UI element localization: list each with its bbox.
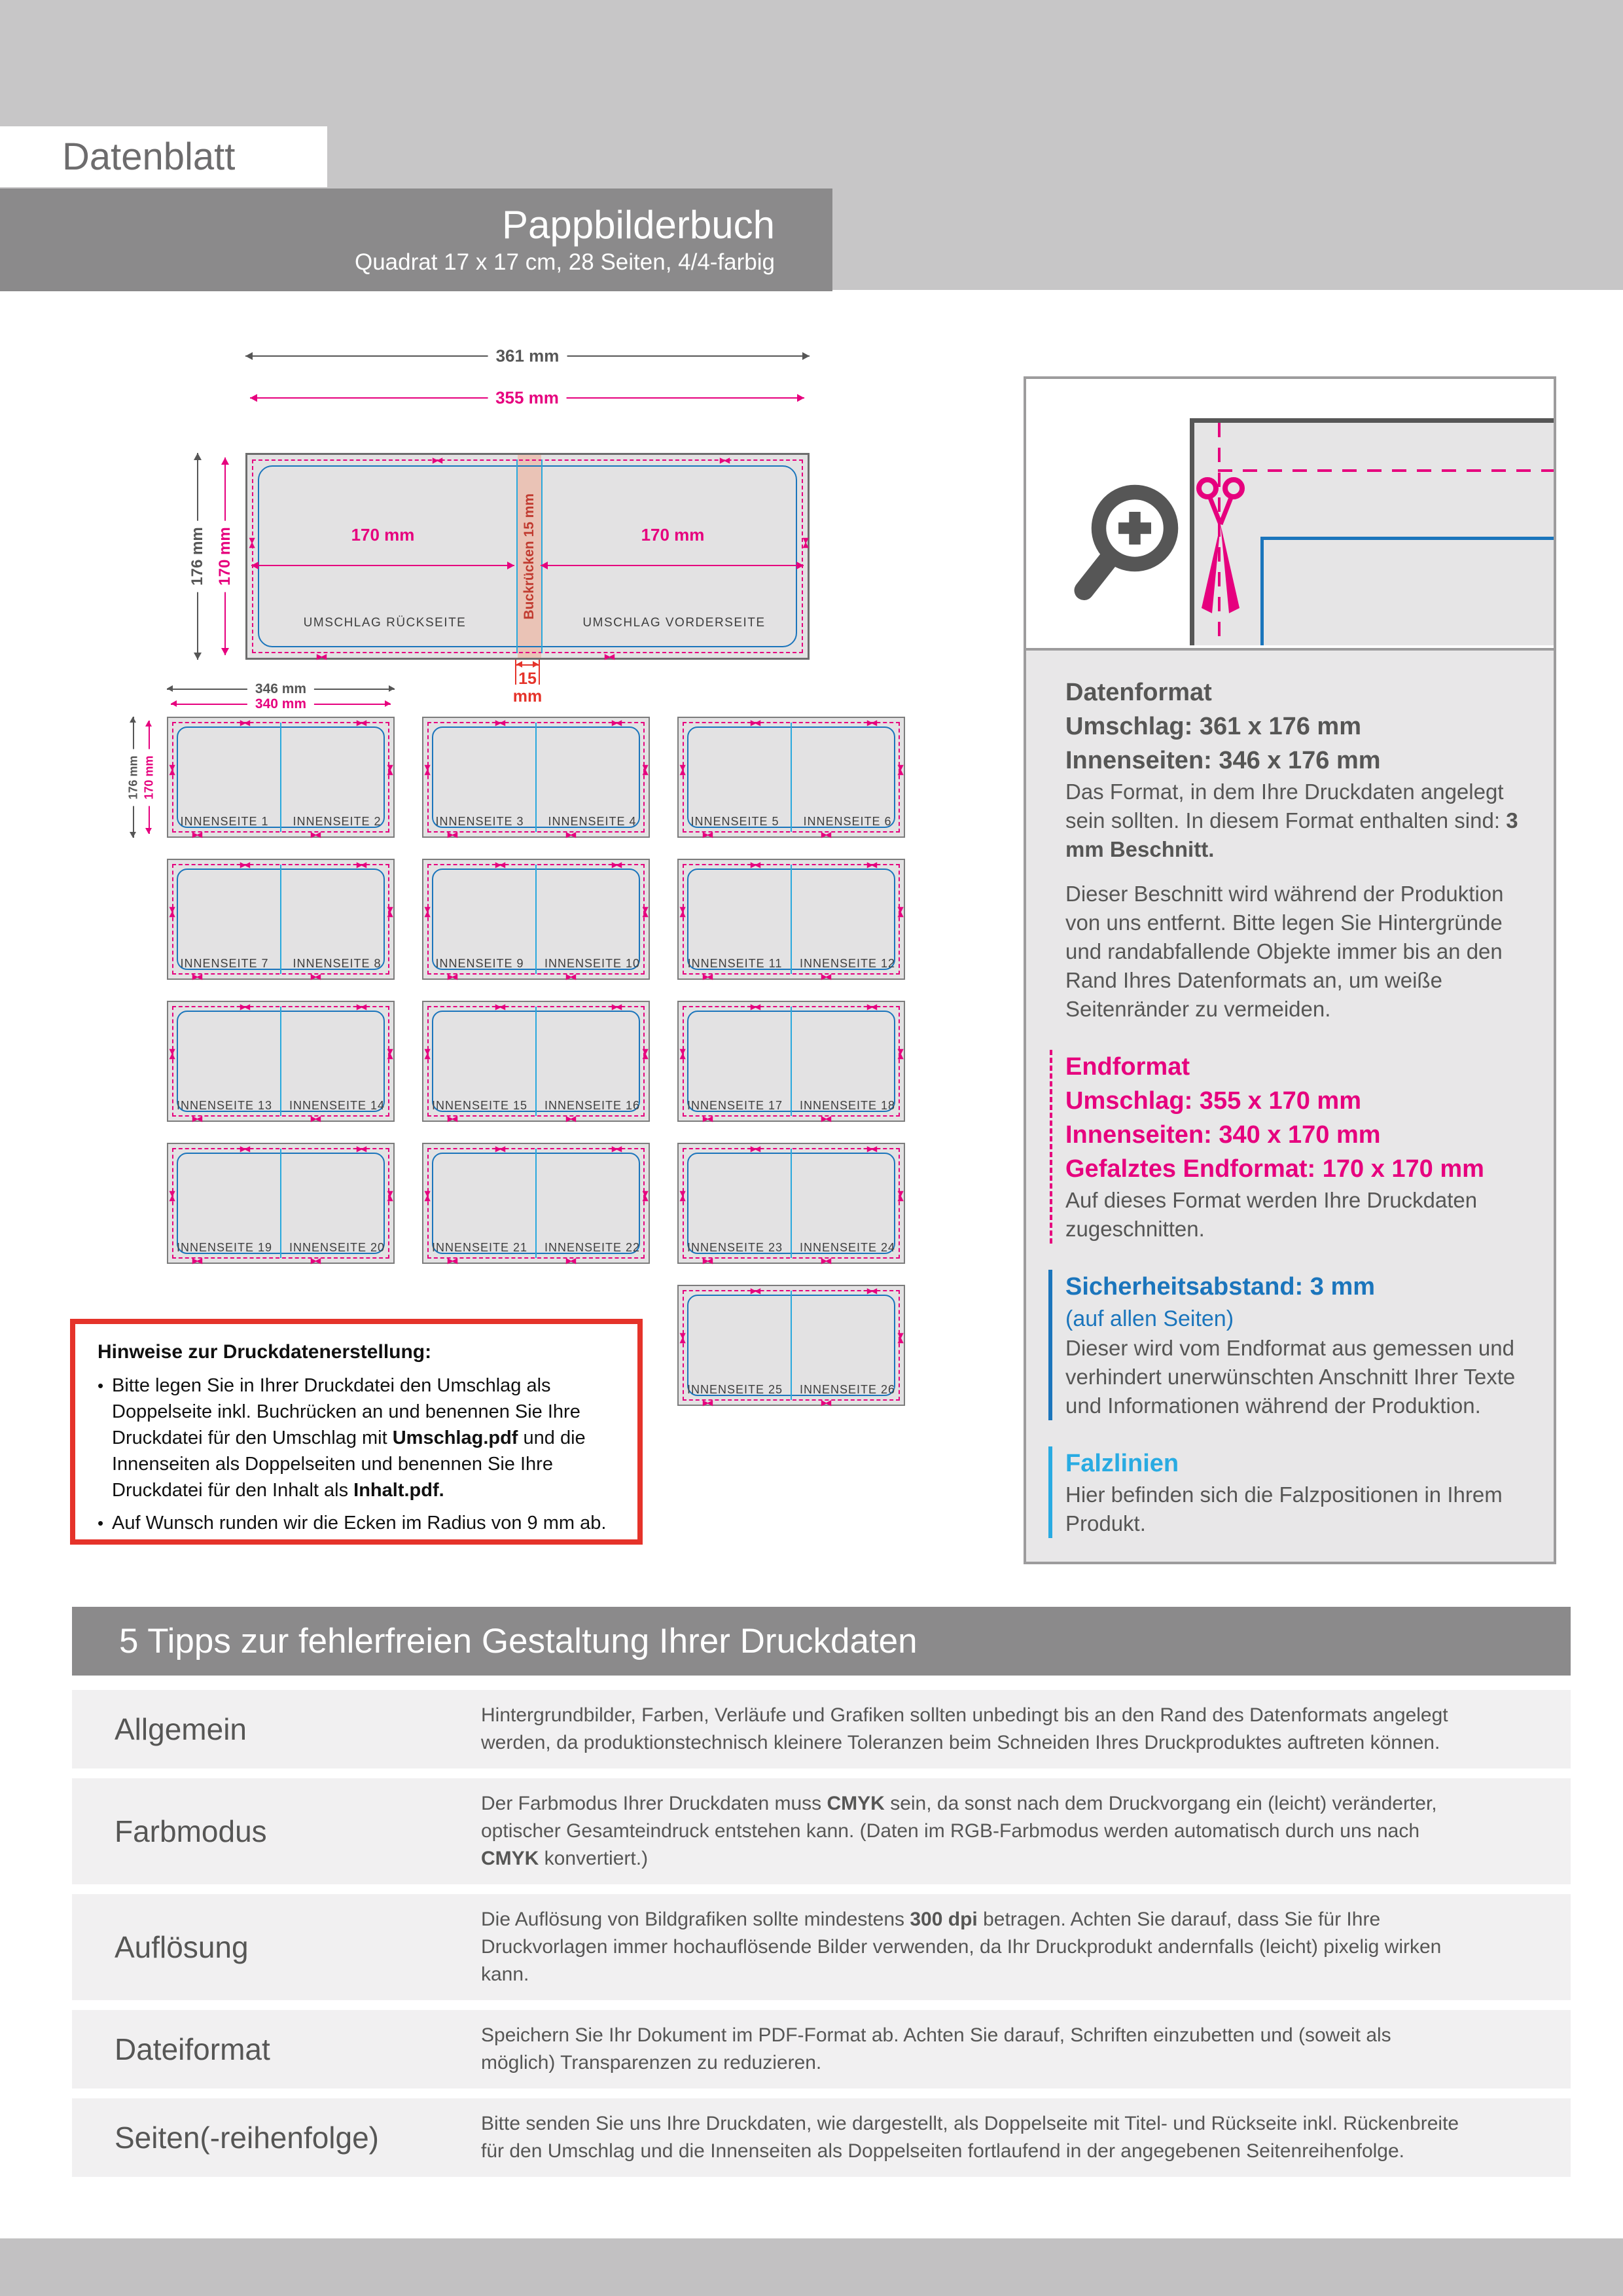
cut-mark-icon: ▶◀ bbox=[611, 1144, 620, 1153]
page-label: INNENSEITE 25 bbox=[687, 1383, 783, 1396]
cover-right-page-width: 170 mm bbox=[641, 525, 705, 545]
cover-diagram bbox=[245, 453, 810, 660]
page-label: INNENSEITE 18 bbox=[799, 1099, 896, 1112]
section-subheading: (auf allen Seiten) bbox=[1065, 1306, 1234, 1331]
hinweise-box bbox=[70, 1319, 643, 1545]
panel-section-datenformat bbox=[1065, 675, 1524, 1024]
cut-mark-icon: ▶◀ bbox=[386, 1049, 395, 1058]
cut-mark-icon: ▶◀ bbox=[611, 1002, 620, 1011]
cut-mark-icon: ▶◀ bbox=[192, 1114, 201, 1123]
cut-mark-icon: ▶◀ bbox=[565, 1114, 575, 1123]
hinweise-title: Hinweise zur Druckdatenerstellung: bbox=[98, 1341, 432, 1363]
page-label: INNENSEITE 3 bbox=[435, 815, 524, 828]
cut-mark-icon: ▶◀ bbox=[168, 1049, 177, 1058]
tip-row bbox=[72, 1690, 1571, 1768]
cut-mark-icon: ▶◀ bbox=[719, 456, 728, 465]
cut-mark-icon: ▶◀ bbox=[611, 860, 620, 869]
cover-outer-height-dim bbox=[188, 453, 206, 660]
cut-mark-icon: ▶◀ bbox=[495, 718, 504, 727]
cut-mark-icon: ▶◀ bbox=[750, 1286, 759, 1295]
cut-mark-icon: ▶◀ bbox=[423, 1191, 433, 1200]
page-label: INNENSEITE 7 bbox=[180, 957, 269, 970]
hinweise-bullet: • Bitte legen Sie in Ihrer Druckdatei den Umschlag als Doppelseite inkl. Buchrücken an und benennen Sie Ihre Druckdatei für den Umschlag mit Umschlag.pdf und die Innenseiten als Doppelseiten und benennen Sie Ihre Druckdatei für den Inhalt als Inhalt.pdf. bbox=[98, 1372, 618, 1503]
tip-text: Hintergrundbilder, Farben, Verläufe und Grafiken sollten unbedingt bis an den Rand des Datenformats angelegt werden, da produktionstechnisch kleinere Toleranzen beim Schneiden Ihres Druckproduktes auftreten können. bbox=[481, 1704, 1448, 1753]
page-label: INNENSEITE 13 bbox=[176, 1099, 273, 1112]
cut-mark-icon: ▶◀ bbox=[679, 764, 688, 774]
tip-label: Seiten(-reihenfolge) bbox=[115, 2121, 380, 2155]
cut-mark-icon: ▶◀ bbox=[423, 1049, 433, 1058]
page-label: INNENSEITE 23 bbox=[687, 1241, 783, 1254]
inner-spread bbox=[422, 859, 650, 980]
cut-mark-icon: ▶◀ bbox=[310, 1114, 319, 1123]
cut-mark-icon: ▶◀ bbox=[802, 537, 811, 547]
section-heading: Umschlag: 355 x 170 mm bbox=[1065, 1087, 1362, 1115]
cut-mark-icon: ▶◀ bbox=[310, 1256, 319, 1265]
inner-spread bbox=[677, 1001, 905, 1122]
page-label: INNENSEITE 2 bbox=[293, 815, 382, 828]
inner-spread bbox=[677, 1285, 905, 1406]
cut-mark-icon: ▶◀ bbox=[641, 1191, 651, 1200]
page-label: INNENSEITE 24 bbox=[799, 1241, 896, 1254]
cover-fold-line-left bbox=[516, 459, 518, 653]
tip-text: Die Auflösung von Bildgrafiken sollte mindestens 300 dpi betragen. Achten Sie darauf, dass Sie für Ihre Druckvorlagen immer hochauflösende Bilder verwenden, da Ihr Druckprodukt andernfalls (leicht) pixelig wirken kann. bbox=[481, 1909, 1442, 1985]
cut-mark-icon: ▶◀ bbox=[447, 1114, 456, 1123]
inner-trim-width-value: 340 mm bbox=[247, 696, 314, 712]
panel-section-falzlinien bbox=[1048, 1446, 1524, 1538]
cut-mark-icon: ▶◀ bbox=[240, 1002, 249, 1011]
page-label: INNENSEITE 20 bbox=[289, 1241, 385, 1254]
cover-front-label: UMSCHLAG VORDERSEITE bbox=[582, 616, 766, 630]
cut-mark-icon: ▶◀ bbox=[565, 830, 575, 839]
cut-mark-icon: ▶◀ bbox=[356, 860, 365, 869]
cut-mark-icon: ▶◀ bbox=[240, 860, 249, 869]
spine-label: Buckrücken 15 mm bbox=[522, 493, 537, 620]
cut-mark-icon: ▶◀ bbox=[641, 1049, 651, 1058]
page-label: INNENSEITE 14 bbox=[289, 1099, 385, 1112]
product-banner bbox=[0, 188, 832, 291]
section-paragraph: Auf dieses Format werden Ihre Druckdaten zugeschnitten. bbox=[1065, 1188, 1478, 1241]
cut-mark-icon: ▶◀ bbox=[168, 1191, 177, 1200]
inner-trim-width-dim bbox=[171, 696, 391, 711]
cut-mark-icon: ▶◀ bbox=[316, 652, 325, 661]
page-label: INNENSEITE 15 bbox=[431, 1099, 528, 1112]
inner-spread bbox=[167, 1143, 395, 1264]
cover-trim-height-dim bbox=[216, 457, 234, 655]
section-heading: Umschlag: 361 x 176 mm bbox=[1065, 713, 1362, 740]
inner-spread bbox=[167, 717, 395, 838]
cut-mark-icon: ▶◀ bbox=[604, 652, 613, 661]
hinweise-bullet: • Auf Wunsch runden wir die Ecken im Radius von 9 mm ab. bbox=[98, 1510, 618, 1536]
tips-title: 5 Tipps zur fehlerfreien Gestaltung Ihrer Druckdaten bbox=[119, 1622, 918, 1660]
inner-trim-height-dim bbox=[142, 721, 156, 834]
spine-width-value: 15 mm bbox=[512, 670, 543, 706]
footer-band bbox=[0, 2238, 1623, 2296]
cut-mark-icon: ▶◀ bbox=[821, 830, 830, 839]
page-label: INNENSEITE 17 bbox=[687, 1099, 783, 1112]
cut-mark-icon: ▶◀ bbox=[192, 830, 201, 839]
cut-mark-icon: ▶◀ bbox=[750, 718, 759, 727]
cut-mark-icon: ▶◀ bbox=[897, 906, 906, 916]
cut-mark-icon: ▶◀ bbox=[386, 906, 395, 916]
cut-mark-icon: ▶◀ bbox=[356, 718, 365, 727]
cut-mark-icon: ▶◀ bbox=[168, 764, 177, 774]
tips-header-bar bbox=[72, 1607, 1571, 1676]
page-label: INNENSEITE 8 bbox=[293, 957, 382, 970]
cut-mark-icon: ▶◀ bbox=[821, 972, 830, 981]
cut-mark-icon: ▶◀ bbox=[702, 1398, 711, 1407]
cut-mark-icon: ▶◀ bbox=[168, 906, 177, 916]
section-paragraph: Dieser Beschnitt wird während der Produktion von uns entfernt. Bitte legen Sie Hintergründe und randabfallende Objekte immer bis an den Rand Ihres Datenformats an, um weiße Seitenränder zu vermeiden. bbox=[1065, 882, 1504, 1021]
cut-mark-icon: ▶◀ bbox=[897, 1333, 906, 1342]
tip-label: Auflösung bbox=[115, 1930, 249, 1964]
cover-outer-height-value: 176 mm bbox=[188, 520, 207, 592]
cut-mark-icon: ▶◀ bbox=[702, 1114, 711, 1123]
page-label: INNENSEITE 11 bbox=[687, 957, 783, 970]
cut-mark-icon: ▶◀ bbox=[702, 830, 711, 839]
tip-row bbox=[72, 1894, 1571, 2000]
zoom-icon bbox=[1069, 482, 1184, 630]
safety-line bbox=[1260, 537, 1554, 540]
cover-left-page-dim bbox=[251, 561, 514, 570]
cut-mark-icon: ▶◀ bbox=[866, 1002, 876, 1011]
panel-section-endformat bbox=[1050, 1050, 1524, 1244]
cut-mark-icon: ▶◀ bbox=[750, 1144, 759, 1153]
cut-mark-icon: ▶◀ bbox=[356, 1002, 365, 1011]
tip-row bbox=[72, 1778, 1571, 1884]
cut-mark-icon: ▶◀ bbox=[248, 537, 257, 547]
cut-mark-icon: ▶◀ bbox=[821, 1114, 830, 1123]
tip-row bbox=[72, 2010, 1571, 2089]
cut-mark-icon: ▶◀ bbox=[495, 860, 504, 869]
page-label: INNENSEITE 21 bbox=[431, 1241, 528, 1254]
cut-mark-icon: ▶◀ bbox=[240, 1144, 249, 1153]
panel-illustration bbox=[1026, 379, 1554, 651]
product-subtitle: Quadrat 17 x 17 cm, 28 Seiten, 4/4-farbig bbox=[354, 249, 775, 275]
cover-trim-width-dim bbox=[250, 387, 804, 408]
page-label: INNENSEITE 19 bbox=[176, 1241, 273, 1254]
hinweise-list bbox=[98, 1372, 618, 1536]
inner-outer-width-value: 346 mm bbox=[247, 681, 314, 697]
cut-mark-icon: ▶◀ bbox=[866, 1286, 876, 1295]
page-label: INNENSEITE 9 bbox=[435, 957, 524, 970]
cut-mark-icon: ▶◀ bbox=[702, 972, 711, 981]
page-label: INNENSEITE 26 bbox=[799, 1383, 896, 1396]
cut-mark-icon: ▶◀ bbox=[866, 718, 876, 727]
cut-mark-icon: ▶◀ bbox=[240, 718, 249, 727]
tip-label: Allgemein bbox=[115, 1712, 247, 1746]
cut-mark-icon: ▶◀ bbox=[750, 860, 759, 869]
cover-trim-width-value: 355 mm bbox=[488, 388, 567, 408]
cut-mark-icon: ▶◀ bbox=[641, 764, 651, 774]
cut-mark-icon: ▶◀ bbox=[447, 972, 456, 981]
cut-mark-icon: ▶◀ bbox=[679, 1049, 688, 1058]
cut-mark-icon: ▶◀ bbox=[356, 1144, 365, 1153]
cut-mark-icon: ▶◀ bbox=[821, 1256, 830, 1265]
cut-mark-icon: ▶◀ bbox=[750, 1002, 759, 1011]
cut-mark-icon: ▶◀ bbox=[565, 972, 575, 981]
datenblatt-label: Datenblatt bbox=[62, 135, 236, 178]
cut-mark-icon: ▶◀ bbox=[495, 1002, 504, 1011]
inner-outer-width-dim bbox=[167, 681, 395, 696]
datenblatt-label-box bbox=[0, 126, 327, 187]
section-heading: Falzlinien bbox=[1065, 1450, 1179, 1477]
cut-mark-icon: ▶◀ bbox=[679, 1191, 688, 1200]
tip-label: Dateiformat bbox=[115, 2032, 270, 2066]
cut-mark-icon: ▶◀ bbox=[310, 830, 319, 839]
cover-back-label: UMSCHLAG RÜCKSEITE bbox=[303, 616, 467, 630]
tips-rows bbox=[72, 1690, 1571, 2187]
cover-trim-height-value: 170 mm bbox=[216, 520, 234, 592]
cover-right-page-dim bbox=[541, 561, 804, 570]
page-label: INNENSEITE 16 bbox=[544, 1099, 641, 1112]
cut-mark-icon: ▶◀ bbox=[192, 972, 201, 981]
cut-mark-icon: ▶◀ bbox=[702, 1256, 711, 1265]
cover-left-page-width: 170 mm bbox=[351, 525, 415, 545]
cut-line-dashed bbox=[1218, 469, 1554, 472]
inner-outer-height-dim bbox=[126, 717, 140, 838]
cut-mark-icon: ▶◀ bbox=[821, 1398, 830, 1407]
product-title: Pappbilderbuch bbox=[502, 202, 775, 247]
cut-mark-icon: ▶◀ bbox=[447, 830, 456, 839]
tip-label: Farbmodus bbox=[115, 1814, 267, 1848]
inner-spread bbox=[167, 859, 395, 980]
inner-spread bbox=[422, 1143, 650, 1264]
info-panel bbox=[1024, 376, 1556, 1564]
cut-mark-icon: ▶◀ bbox=[679, 1333, 688, 1342]
section-heading: Innenseiten: 340 x 170 mm bbox=[1065, 1121, 1381, 1149]
section-paragraph: Hier befinden sich die Falzpositionen in Ihrem Produkt. bbox=[1065, 1482, 1503, 1535]
cut-mark-icon: ▶◀ bbox=[495, 1144, 504, 1153]
tip-text: Der Farbmodus Ihrer Druckdaten muss CMYK sein, da sonst nach dem Druckvorgang ein (leicht) veränderter, optischer Gesamteindruck entstehen kann. (Daten im RGB-Farbmodus werden automatisch durch uns nach CMYK konvertiert.) bbox=[481, 1793, 1437, 1869]
page-label: INNENSEITE 5 bbox=[690, 815, 779, 828]
scissors-icon bbox=[1195, 476, 1246, 622]
tip-text: Bitte senden Sie uns Ihre Druckdaten, wie dargestellt, als Doppelseite mit Titel- und Rückseite inkl. Rückenbreite für den Umschlag und die Innenseiten als Doppelseiten fortlaufend in der angegebenen Seitenreihenfolge. bbox=[481, 2113, 1459, 2162]
panel-section-sicherheitsabstand bbox=[1048, 1270, 1524, 1420]
cut-mark-icon: ▶◀ bbox=[641, 906, 651, 916]
page-label: INNENSEITE 4 bbox=[548, 815, 637, 828]
cover-outer-width-dim bbox=[245, 346, 810, 366]
page-label: INNENSEITE 6 bbox=[803, 815, 892, 828]
cut-mark-icon: ▶◀ bbox=[866, 860, 876, 869]
cut-mark-icon: ▶◀ bbox=[897, 1049, 906, 1058]
cover-fold-line-right bbox=[541, 459, 543, 653]
tip-row bbox=[72, 2098, 1571, 2177]
cover-outer-width-value: 361 mm bbox=[488, 346, 567, 367]
section-heading: Endformat bbox=[1065, 1053, 1190, 1081]
inner-spread bbox=[677, 859, 905, 980]
spine-width-dim bbox=[516, 660, 539, 670]
cut-mark-icon: ▶◀ bbox=[611, 718, 620, 727]
section-heading: Sicherheitsabstand: 3 mm bbox=[1065, 1273, 1376, 1300]
safety-line bbox=[1260, 537, 1264, 645]
cut-mark-icon: ▶◀ bbox=[423, 906, 433, 916]
inner-trim-height-value: 170 mm bbox=[143, 749, 156, 806]
section-paragraph: Das Format, in dem Ihre Druckdaten angelegt sein sollten. In diesem Format enthalten sind: 3 mm Beschnitt. bbox=[1065, 780, 1518, 861]
dataformat-edge-line bbox=[1190, 418, 1194, 645]
inner-spread bbox=[677, 1143, 905, 1264]
section-heading: Gefalztes Endformat: 170 x 170 mm bbox=[1065, 1155, 1484, 1183]
dataformat-edge-line bbox=[1190, 418, 1554, 423]
inner-spread bbox=[677, 717, 905, 838]
inner-spread bbox=[422, 1001, 650, 1122]
cut-mark-icon: ▶◀ bbox=[679, 906, 688, 916]
bleed-corner-diagram bbox=[1190, 418, 1554, 645]
cut-mark-icon: ▶◀ bbox=[386, 1191, 395, 1200]
section-heading: Datenformat bbox=[1065, 679, 1212, 706]
cut-mark-icon: ▶◀ bbox=[192, 1256, 201, 1265]
cut-mark-icon: ▶◀ bbox=[423, 764, 433, 774]
cut-mark-icon: ▶◀ bbox=[432, 456, 441, 465]
cut-mark-icon: ▶◀ bbox=[386, 764, 395, 774]
cut-mark-icon: ▶◀ bbox=[447, 1256, 456, 1265]
page-label: INNENSEITE 22 bbox=[544, 1241, 641, 1254]
inner-spread bbox=[167, 1001, 395, 1122]
cut-mark-icon: ▶◀ bbox=[866, 1144, 876, 1153]
section-heading: Innenseiten: 346 x 176 mm bbox=[1065, 747, 1381, 774]
section-paragraph: Dieser wird vom Endformat aus gemessen und verhindert unerwünschten Anschnitt Ihrer Texte und Informationen während der Produktion. bbox=[1065, 1336, 1516, 1418]
inner-spread bbox=[422, 717, 650, 838]
page-label: INNENSEITE 10 bbox=[544, 957, 641, 970]
page-label: INNENSEITE 1 bbox=[180, 815, 269, 828]
cut-mark-icon: ▶◀ bbox=[565, 1256, 575, 1265]
inner-outer-height-value: 176 mm bbox=[127, 749, 141, 806]
panel-body bbox=[1026, 651, 1554, 1562]
cut-mark-icon: ▶◀ bbox=[897, 764, 906, 774]
tip-text: Speichern Sie Ihr Dokument im PDF-Format ab. Achten Sie darauf, Schriften einzubetten und (soweit als möglich) Transparenzen zu reduzieren. bbox=[481, 2024, 1391, 2073]
cut-mark-icon: ▶◀ bbox=[310, 972, 319, 981]
cut-mark-icon: ▶◀ bbox=[897, 1191, 906, 1200]
page-label: INNENSEITE 12 bbox=[799, 957, 896, 970]
